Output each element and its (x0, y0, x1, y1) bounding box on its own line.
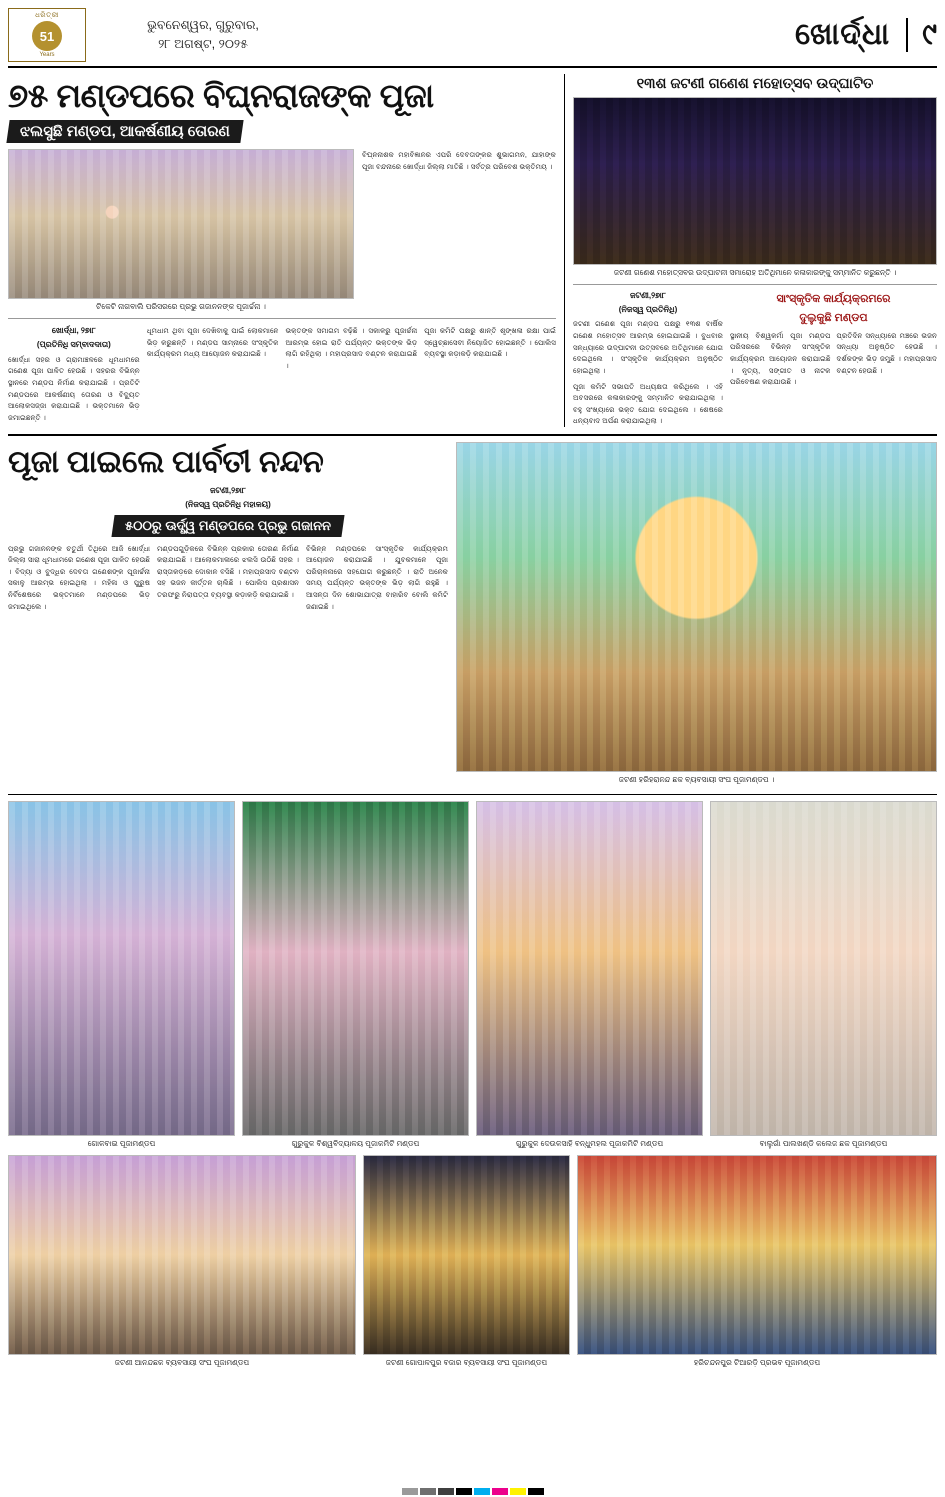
sidebar-box (730, 290, 937, 427)
secondary-text-2: ପୂଜା କମିଟି ସଭାପତି ଅଧ୍ୟକ୍ଷତା କରିଥିଲେ । ଏହି ଅବସରରେ କଳାକାରଙ୍କୁ ସମ୍ମାନିତ କରାଯାଇଥିଲା । ବହୁ ସଂଖ୍ୟାରେ ଭକ୍ତ ଯୋଗ ଦେଇଥିଲେ । ଶେଷରେ ଧନ୍ୟବାଦ ଅର୍ପଣ କରାଯାଇଥିଲା । (573, 381, 723, 426)
secondary-story (564, 74, 937, 427)
secondary-dateline-place: ଜଟଣୀ,୨୭ା୮ (630, 290, 666, 300)
logo-anniversary-number: 51 (32, 21, 62, 51)
lead-photo-figure (8, 149, 354, 314)
gallery-item (242, 801, 469, 1151)
edition-place: ଭୁବନେଶ୍ୱର, ଗୁରୁବାର, (147, 18, 259, 33)
feature-text-1: ପ୍ରଭୁ ଗଜାନନଙ୍କ ଚତୁର୍ଥୀ ତିଥିରେ ଆଜି ଖୋର୍ଦ୍ଧା ଜିଲ୍ଲା ସାରା ଧୂମଧାମରେ ଗଣେଶ ପୂଜା ପାଳିତ ହେଉଛି । ବିଦ୍ୟା ଓ ବୁଦ୍ଧିର ଦେବତା ଗଣେଶଙ୍କ ପୂଜାର୍ଚ୍ଚନା ସକାଳୁ ଆରମ୍ଭ ହୋଇଥିଲା । ମହିଳା ଓ ପୁରୁଷ ନିର୍ବିଶେଷରେ ଭକ୍ତମାନେ ମଣ୍ଡପରେ ଭିଡ଼ ଜମାଇଥିଲେ । (8, 543, 150, 611)
gallery-photo-6 (363, 1155, 570, 1355)
lead-headline: ୭୫ ମଣ୍ଡପରେ ବିଘ୍ନରାଜଙ୍କ ପୂଜା (8, 77, 434, 114)
lead-text-4: ପୂଜା କମିଟି ପକ୍ଷରୁ ଶାନ୍ତି ଶୃଙ୍ଖଳା ରକ୍ଷା ପାଇଁ ସ୍ୱେଚ୍ଛାସେବୀ ନିୟୋଜିତ ହୋଇଛନ୍ତି । ପୋଲିସ ବ୍ୟବସ୍ଥା କଡ଼ାକଡ଼ି କରାଯାଇଛି । (424, 326, 556, 359)
sidebar-text-2: ପ୍ରତିଦିନ ସନ୍ଧ୍ୟାରେ ମଞ୍ଚରେ ଭଜନ ସନ୍ଧ୍ୟା ଅନୁଷ୍ଠିତ ହେଉଛି । ଦର୍ଶକଙ୍କ ଭିଡ଼ ଜମୁଛି । ମହାପ୍ରସାଦ ବଣ୍ଟନ ହେଉଛି । (836, 330, 937, 375)
gallery-item (476, 801, 703, 1151)
feature-columns (8, 543, 448, 613)
gallery-item (577, 1155, 937, 1370)
top-section (8, 74, 937, 427)
gallery-caption-1: ଗୋଳବାଇ ପୂଜାମଣ୍ଡପ (87, 1139, 156, 1148)
colorbar-swatch-6 (492, 1488, 508, 1495)
lead-column-3 (286, 325, 418, 423)
print-registration-colorbar (402, 1488, 544, 1495)
secondary-headline: ୧୩ଶ ଜଟଣୀ ଗଣେଶ ମହୋତ୍ସବ ଉଦ୍‌ଘାଟିତ (636, 76, 874, 92)
lead-text-1: ଖୋର୍ଦ୍ଧା ସହର ଓ ଗ୍ରାମାଞ୍ଚଳରେ ଧୂମଧାମରେ ଗଣେଶ ପୂଜା ପାଳିତ ହେଉଛି । ସହରର ବିଭିନ୍ନ ସ୍ଥାନରେ ମଣ୍ଡପ ନିର୍ମାଣ କରାଯାଇଛି । ପ୍ରତିଟି ମଣ୍ଡପରେ ଆକର୍ଷଣୀୟ ତୋରଣ ଓ ବିଦ୍ୟୁତ ଆଲୋକସଜ୍ଜା କରାଯାଇଛି । ଭକ୍ତମାନେ ଭିଡ଼ ଜମାଇଛନ୍ତି । (8, 354, 140, 422)
feature-photo-figure (456, 442, 937, 787)
divider (573, 284, 937, 285)
feature-dateline-place: ଜଟଣୀ,୨୭ା୮ (210, 486, 246, 496)
edition-dateline (86, 16, 306, 54)
lead-column-4 (424, 325, 556, 423)
photo-texture (578, 1156, 936, 1354)
gallery-item (363, 1155, 570, 1370)
photo-texture (574, 98, 936, 264)
lead-subbanner-text: ଝଲସୁଛି ମଣ୍ଡପ, ଆକର୍ଷଣୀୟ ତୋରଣ (20, 123, 230, 141)
gallery-caption-3: ଗୁରୁକୁଳ ଦେଉଳସାହି ବନ୍ଧୁମହଲ ପୂଜାକମିଟି ମଣ୍ଡପ (515, 1139, 664, 1148)
feature-text-area (8, 442, 448, 787)
lead-top-row (8, 149, 556, 314)
feature-photo (456, 442, 937, 772)
secondary-text-1: ଜଟଣୀ ଗଣେଶ ପୂଜା ମଣ୍ଡପ ପକ୍ଷରୁ ୧୩ଶ ବାର୍ଷିକ ଗଣେଶ ମହୋତ୍ସବ ଆରମ୍ଭ ହୋଇଯାଇଛି । ବୁଧବାର ସନ୍ଧ୍ୟାରେ ଉଦ୍‌ଘାଟନୀ ଉତ୍ସବରେ ଅତିଥିମାନେ ଯୋଗ ଦେଇଥିଲେ । ସଂସ୍କୃତିକ କାର୍ଯ୍ୟକ୍ରମ ଅନୁଷ୍ଠିତ ହୋଇଥିଲା । (573, 319, 723, 375)
photo-texture (9, 150, 353, 298)
photo-texture (477, 802, 702, 1135)
sidebar-box-head-2: ଦୁଲୁକୁଛି ମଣ୍ଡପ (730, 311, 937, 326)
gallery-photo-7 (577, 1155, 937, 1355)
secondary-photo-caption: ଜଟଣୀ ଗଣେଶ ମହୋତ୍ସବର ଉଦ୍‌ଘାଟନୀ ସମାରୋହ ଅତିଥିମାନେ କଳାକାରଙ୍କୁ ସମ୍ମାନିତ କରୁଛନ୍ତି । (613, 268, 897, 277)
feature-story (8, 434, 937, 787)
gallery-caption-5: ଜଟଣୀ ଆନନ୍ଦଛକ ବ୍ୟବସାୟୀ ସଂଘ ପୂଜାମଣ୍ଡପ (114, 1357, 250, 1367)
photo-texture (364, 1156, 569, 1354)
page-number: ୯ (906, 18, 937, 52)
gallery-photo-2 (242, 801, 469, 1136)
gallery-caption-2: ଗୁରୁକୁଳ ବିଶ୍ୱବିଦ୍ୟାଳୟ ପୂଜାକମିଟି ମଣ୍ଡପ (291, 1139, 420, 1148)
secondary-body (573, 290, 937, 427)
publication-logo (8, 8, 86, 62)
lead-photo-caption: ଟିକେଟି ନାଗବାଲି ପରିସରରେ ପ୍ରଭୁ ଗଜାନନଙ୍କ ପୂଜାର୍ଚ୍ଚନା । (96, 302, 266, 312)
secondary-photo (573, 97, 937, 265)
sidebar-text-1: ସ୍ଥାନୀୟ ବିଶ୍ୱକର୍ମା ପୂଜା ମଣ୍ଡପ ପରିସରରେ ବିଭିନ୍ନ ସାଂସ୍କୃତିକ କାର୍ଯ୍ୟକ୍ରମ ଆୟୋଜନ କରାଯାଇଛି । ନୃତ୍ୟ, ସଙ୍ଗୀତ ଓ ନାଟକ ପରିବେଷଣ କରାଯାଉଛି । (730, 330, 831, 387)
photo-texture (457, 443, 936, 771)
colorbar-swatch-5 (474, 1488, 490, 1495)
lead-subbanner-wrap (8, 120, 556, 143)
lead-text-3: ଭକ୍ତଙ୍କ ସମାଗମ ବଢ଼ିଛି । ସକାଳରୁ ପୂଜାର୍ଚ୍ଚନା ଆରମ୍ଭ ହୋଇ ରାତି ପର୍ଯ୍ୟନ୍ତ ଭକ୍ତଙ୍କ ଭିଡ଼ ଲାଗି ରହିଥିଲା । ମହାପ୍ରସାଦ ବଣ୍ଟନ କରାଯାଇଛି । (285, 326, 418, 371)
gallery-item (8, 1155, 356, 1370)
colorbar-swatch-7 (510, 1488, 526, 1495)
logo-anniversary-label: Years (39, 52, 55, 58)
lead-subbanner (6, 120, 243, 143)
secondary-column-1 (573, 290, 723, 427)
gallery-photo-3 (476, 801, 703, 1136)
colorbar-swatch-3 (438, 1488, 454, 1495)
secondary-dateline-byline: (ନିଜସ୍ୱ ପ୍ରତିନିଧି) (618, 305, 678, 315)
lead-column-1 (8, 325, 140, 423)
gallery-caption-4: ବାଲୁଗାଁ ପାଲଖଣ୍ଡି କଲେଜ ଛକ ପୂଜାମଣ୍ଡପ (759, 1139, 888, 1148)
gallery-caption-7: ହରିଚନ୍ଦନପୁର ଟିଆରଡ଼ି ପ୍ରଭବ ପୂଜାମଣ୍ଡପ (693, 1357, 821, 1367)
feature-subbanner-text: ୫୦୦ରୁ ଊର୍ଦ୍ଧ୍ୱ ମଣ୍ଡପରେ ପ୍ରଭୁ ଗଜାନନ (124, 517, 331, 533)
feature-photo-area (456, 442, 937, 787)
gallery-photo-5 (8, 1155, 356, 1355)
gallery-item (710, 801, 937, 1151)
logo-title: ଧରିତ୍ରୀ (35, 12, 59, 19)
sidebar-box-head-1: ସାଂସ୍କୃତିକ କାର୍ଯ୍ୟକ୍ରମରେ (730, 292, 937, 307)
feature-text-2: ମଣ୍ଡପଗୁଡ଼ିକରେ ବିଭିନ୍ନ ପ୍ରକାର ତୋରଣ ନିର୍ମାଣ କରାଯାଇଛି । ଆଲୋକମାଳାରେ ଝଲସି ଉଠିଛି ସହର । ରାସ୍ତାକଡ଼ରେ ଦୋକାନ ବସିଛି । ମହାପ୍ରସାଦ ବଣ୍ଟନ ସହ ଭଜନ କୀର୍ତ୍ତନ ଚାଲିଛି । ପୋଲିସ ପ୍ରଶାସନ ତରଫରୁ ନିରାପତ୍ତା ବ୍ୟବସ୍ଥା କଡ଼ାକଡ଼ି କରାଯାଇଛି । (157, 543, 299, 600)
sidebar-box-columns (730, 330, 937, 388)
feature-subbanner-wrap (8, 515, 448, 537)
gallery-caption-6: ଜଟଣୀ ଗୋପାଳପୁର ବଜାର ବ୍ୟବସାୟୀ ସଂଘ ପୂଜାମଣ୍ଡପ (385, 1357, 548, 1367)
lead-photo (8, 149, 354, 299)
photo-gallery-row-1 (8, 794, 937, 1151)
gallery-item (8, 801, 235, 1151)
feature-text-3: ବିଭିନ୍ନ ମଣ୍ଡପରେ ସାଂସ୍କୃତିକ କାର୍ଯ୍ୟକ୍ରମ ଆୟୋଜନ କରାଯାଇଛି । ଯୁବକମାନେ ପୂଜା ପରିଚାଳନାରେ ସହଯୋଗ କରୁଛନ୍ତି । ରାତି ଅନେକ ସମୟ ପର୍ଯ୍ୟନ୍ତ ଭକ୍ତଙ୍କ ଭିଡ଼ ଲାଗି ରହୁଛି । ଆସନ୍ତା ଦିନ ଶୋଭାଯାତ୍ରା ବାହାରିବ ବୋଲି କମିଟି ଜଣାଇଛି । (306, 543, 448, 611)
photo-texture (243, 802, 468, 1135)
lead-story (8, 74, 556, 427)
colorbar-swatch-4 (456, 1488, 472, 1495)
colorbar-swatch-2 (420, 1488, 436, 1495)
colorbar-swatch-8 (528, 1488, 544, 1495)
lead-dateline-byline: (ପ୍ରତିନିଧି ସମ୍ବାଦଦାତା) (36, 340, 111, 350)
masthead (8, 6, 937, 68)
lead-intro-text: ବିଘ୍ନନାଶକ ମହାବିଜ୍ଞାନର ଏପରି ଦେବତାଙ୍କର ଶୁଭାଗମନ, ଯାହାଙ୍କ ପୂଜା ବନ୍ଦନାରେ ଖୋର୍ଦ୍ଧା ଜିଲ୍ଲା ମାତିଛି । ସର୍ବତ୍ର ପରିବେଶ ଭକ୍ତିମୟ । (362, 150, 556, 171)
lead-column-2 (147, 325, 279, 423)
feature-photo-caption: ଜଟଣୀ ହରିହରାନନ୍ଦ ଛକ ବ୍ୟବସାୟୀ ସଂଘ ପୂଜାମଣ୍ଡପ । (618, 775, 775, 785)
section-title: ଖୋର୍ଦ୍ଧା (794, 18, 891, 51)
gallery-photo-4 (710, 801, 937, 1136)
secondary-photo-figure (573, 97, 937, 280)
gallery-photo-1 (8, 801, 235, 1136)
photo-texture (9, 802, 234, 1135)
feature-subbanner (111, 515, 344, 537)
edition-date: ୨୮ ଅଗଷ୍ଟ, ୨୦୨୫ (158, 37, 248, 51)
lead-body-columns (8, 325, 556, 423)
colorbar-swatch-1 (402, 1488, 418, 1495)
feature-headline: ପୂଜା ପାଇଲେ ପାର୍ବତୀ ନନ୍ଦନ (8, 444, 324, 480)
divider (8, 318, 556, 319)
lead-text-2: ଧୂମଧାମ ଥିବା ପୂଜା ଦେଖିବାକୁ ପାଇଁ ଲୋକମାନେ ଭିଡ଼ କରୁଛନ୍ତି । ମଣ୍ଡପ ସାମ୍ନାରେ ସଂସ୍କୃତିକ କାର୍ଯ୍ୟକ୍ରମ ମଧ୍ୟ ଆୟୋଜନ କରାଯାଇଛି । (146, 326, 279, 359)
feature-dateline-byline: (ନିଜସ୍ୱ ପ୍ରତିନିଧି ମହାଳୟ) (185, 500, 271, 510)
lead-dateline-place: ଖୋର୍ଦ୍ଧା, ୨୭ା୮ (51, 326, 96, 336)
photo-texture (711, 802, 936, 1135)
photo-gallery-row-2 (8, 1155, 937, 1370)
photo-texture (9, 1156, 355, 1354)
